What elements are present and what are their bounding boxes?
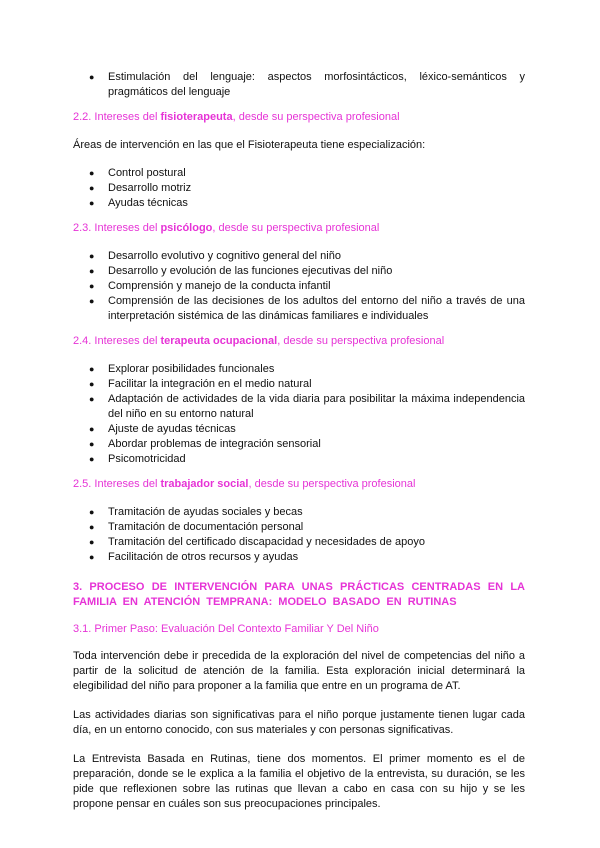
paragraph-entrevista-rutinas: La Entrevista Basada en Rutinas, tiene dos momentos. El primer momento es el de preparación, donde se le explica a la familia el objetivo de la entrevista, su duración, se les pide que reflexionen sobre las rutinas que llevan a cabo en casa con su hijo y se les propone pensar en cuáles son sus preocupaciones principales.	[73, 753, 525, 810]
list-item: ● Facilitar la integración en el medio natural	[89, 378, 312, 390]
list-item: ● Adaptación de actividades de la vida diaria para posibilitar la máxima independencia del niño en su entorno natural	[89, 393, 525, 420]
list-item: ● Abordar problemas de integración sensorial	[89, 438, 321, 450]
paragraph-fisio-intro: Áreas de intervención en las que el Fisioterapeuta tiene especialización:	[73, 139, 426, 151]
list-item: ● Psicomotricidad	[89, 453, 186, 465]
list-item: ● Facilitación de otros recursos y ayudas	[89, 551, 299, 563]
bullet-icon: ●	[89, 281, 95, 291]
paragraph-exploracion: Toda intervención debe ir precedida de la exploración del nivel de competencias del niño a partir de la solicitud de atención de la familia. Esta exploración inicial determinará la elegibilidad del niño para proponer a la familia que entre en un programa de AT.	[73, 650, 525, 692]
list-item: ● Ayudas técnicas	[89, 197, 188, 209]
bullet-icon: ●	[89, 454, 95, 464]
bullet-list-language	[73, 70, 525, 100]
bullet-list-psicologo	[73, 249, 525, 324]
paragraph-actividades-diarias: Las actividades diarias son significativas para el niño porque justamente tienen lugar cada día, en un entorno conocido, con sus materiales y con personas significativas.	[73, 709, 525, 736]
bullet-icon: ●	[89, 522, 95, 532]
heading-2-4: 2.4. Intereses del terapeuta ocupacional, desde su perspectiva profesional	[73, 335, 445, 347]
list-item: ● Desarrollo evolutivo y cognitivo general del niño	[89, 250, 341, 262]
heading-2-5: 2.5. Intereses del trabajador social, desde su perspectiva profesional	[73, 478, 416, 490]
bullet-icon: ●	[89, 72, 95, 82]
bullet-icon: ●	[89, 394, 95, 404]
bullet-list-trabajador-social	[73, 505, 525, 565]
bullet-icon: ●	[89, 552, 95, 562]
list-item: ● Desarrollo motriz	[89, 182, 192, 194]
bullet-icon: ●	[89, 424, 95, 434]
bullet-icon: ●	[89, 439, 95, 449]
list-item: ● Comprensión y manejo de la conducta infantil	[89, 280, 331, 292]
list-item: ● Explorar posibilidades funcionales	[89, 363, 275, 375]
bullet-icon: ●	[89, 266, 95, 276]
bullet-list-terapeuta-ocupacional	[73, 362, 525, 467]
bullet-icon: ●	[89, 507, 95, 517]
heading-section-3: 3. PROCESO DE INTERVENCIÓN PARA UNAS PRÁCTICAS CENTRADAS EN LA FAMILIA EN ATENCIÓN TEMPRANA: MODELO BASADO EN RUTINAS	[73, 581, 525, 608]
list-item: ● Comprensión de las decisiones de los adultos del entorno del niño a través de una interpretación sistémica de las dinámicas familiares e individuales	[89, 295, 525, 322]
list-item: ● Control postural	[89, 167, 186, 179]
bullet-icon: ●	[89, 296, 95, 306]
list-item: ● Ajuste de ayudas técnicas	[89, 423, 236, 435]
bullet-icon: ●	[89, 379, 95, 389]
list-item: ● Tramitación del certificado discapacidad y necesidades de apoyo	[89, 536, 425, 548]
heading-2-3: 2.3. Intereses del psicólogo, desde su perspectiva profesional	[73, 222, 380, 234]
heading-3-1: 3.1. Primer Paso: Evaluación Del Contexto Familiar Y Del Niño	[73, 623, 379, 635]
bullet-icon: ●	[89, 198, 95, 208]
bullet-icon: ●	[89, 183, 95, 193]
bullet-list-fisioterapeuta	[73, 166, 525, 211]
list-item: ● Desarrollo y evolución de las funciones ejecutivas del niño	[89, 265, 393, 277]
list-item: ● Tramitación de ayudas sociales y becas	[89, 506, 303, 518]
list-item: ● Tramitación de documentación personal	[89, 521, 304, 533]
bullet-icon: ●	[89, 537, 95, 547]
list-item: ● Estimulación del lenguaje: aspectos morfosintácticos, léxico-semánticos y pragmáticos del lenguaje	[89, 71, 525, 98]
bullet-icon: ●	[89, 364, 95, 374]
page-content	[73, 70, 525, 812]
bullet-icon: ●	[89, 251, 95, 261]
bullet-icon: ●	[89, 168, 95, 178]
heading-2-2: 2.2. Intereses del fisioterapeuta, desde su perspectiva profesional	[73, 111, 400, 123]
